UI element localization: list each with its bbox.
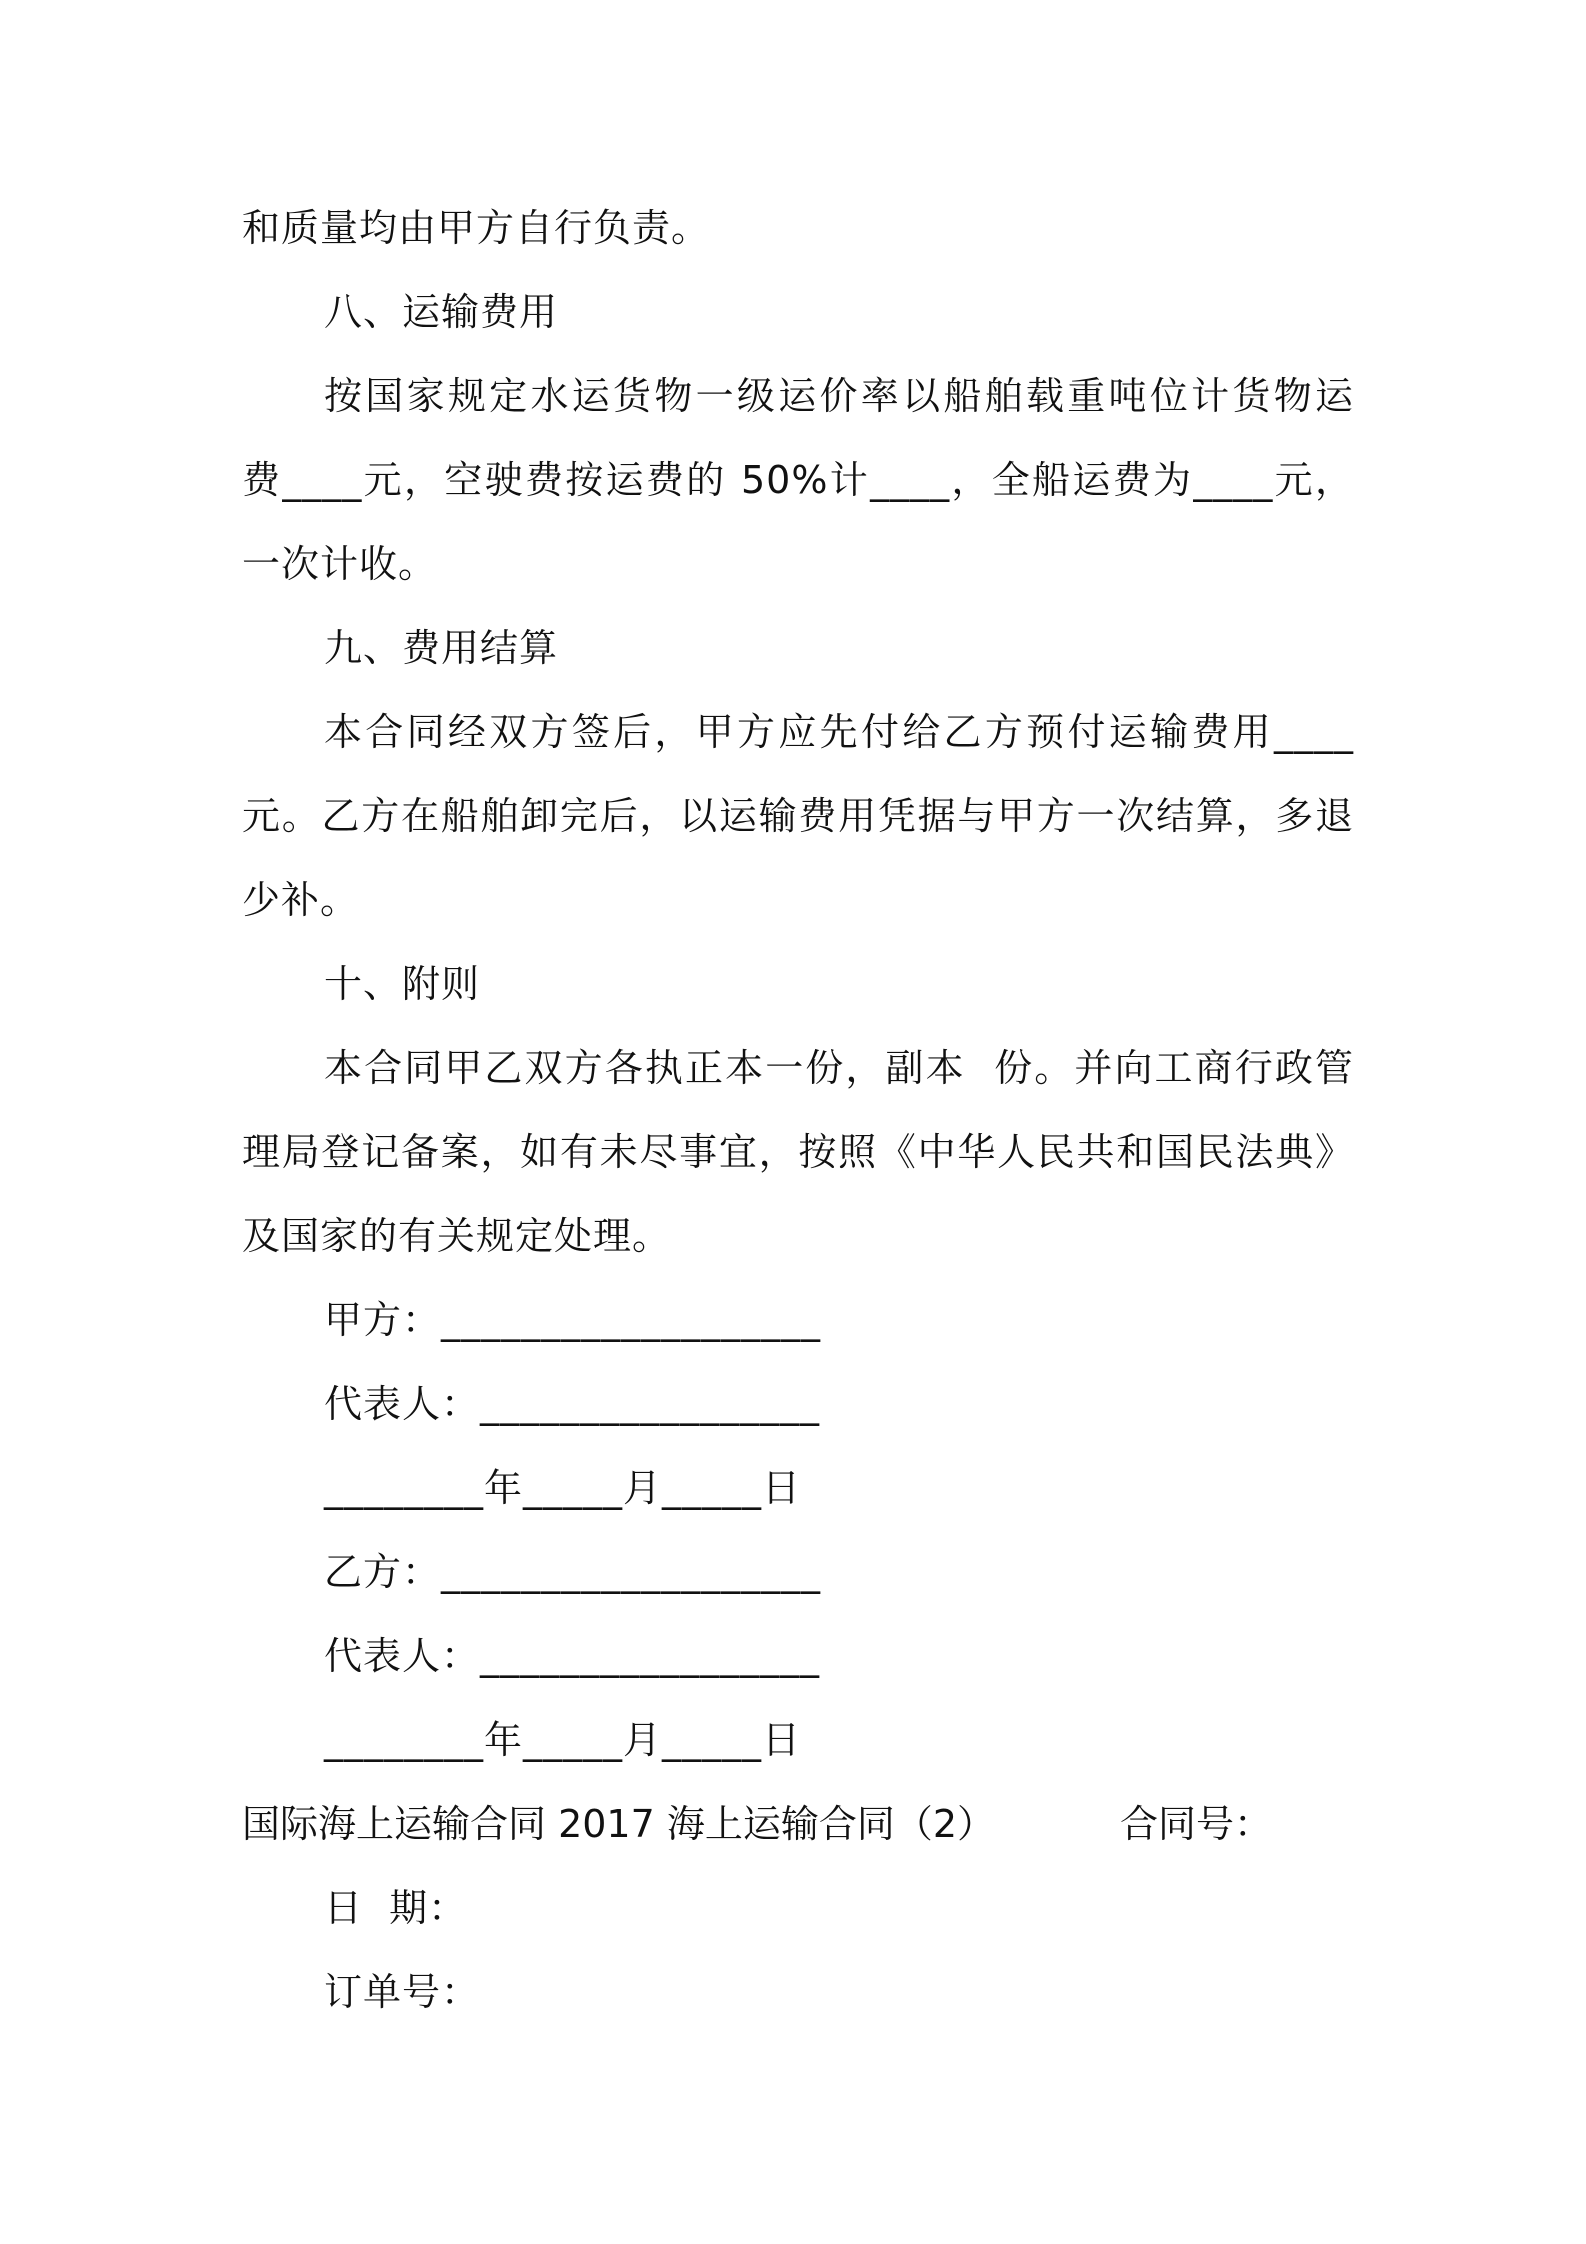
paragraph-line: 元。乙方在船舶卸完后，以运输费用凭据与甲方一次结算，多退: [242, 794, 1354, 838]
party-a-representative-line: 代表人：_________________: [324, 1382, 821, 1426]
paragraph-line: 一次计收。: [242, 542, 438, 586]
paragraph-line: 及国家的有关规定处理。: [242, 1214, 672, 1258]
party-b-date-line: ________年_____月_____日: [324, 1718, 802, 1762]
party-b-signature-line: 乙方：___________________: [324, 1550, 822, 1594]
next-contract-title: 国际海上运输合同 2017 海上运输合同（2）: [242, 1802, 996, 1846]
paragraph-line: 和质量均由甲方自行负责。: [242, 206, 711, 250]
section-heading-settlement: 九、费用结算: [324, 626, 559, 670]
paragraph-line: 按国家规定水运货物一级运价率以船舶载重吨位计货物运: [324, 374, 1354, 418]
section-heading-appendix: 十、附则: [324, 962, 481, 1006]
paragraph-line: 理局登记备案，如有未尽事宜，按照《中华人民共和国民法典》: [242, 1130, 1354, 1174]
party-b-representative-line: 代表人：_________________: [324, 1634, 821, 1678]
party-a-date-line: ________年_____月_____日: [324, 1466, 802, 1510]
contract-number-label: 合同号：: [1120, 1802, 1273, 1846]
paragraph-line: 本合同甲乙双方各执正本一份，副本 份。并向工商行政管: [324, 1046, 1354, 1090]
paragraph-line: 本合同经双方签后，甲方应先付给乙方预付运输费用____: [324, 710, 1354, 754]
section-heading-transport-fee: 八、运输费用: [324, 290, 559, 334]
paragraph-line: 费____元，空驶费按运费的 50%计____，全船运费为____元，: [242, 458, 1354, 502]
date-label: 日 期：: [324, 1886, 468, 1930]
order-number-label: 订单号：: [324, 1970, 481, 2014]
paragraph-line: 少补。: [242, 878, 360, 922]
party-a-signature-line: 甲方：___________________: [324, 1298, 822, 1342]
